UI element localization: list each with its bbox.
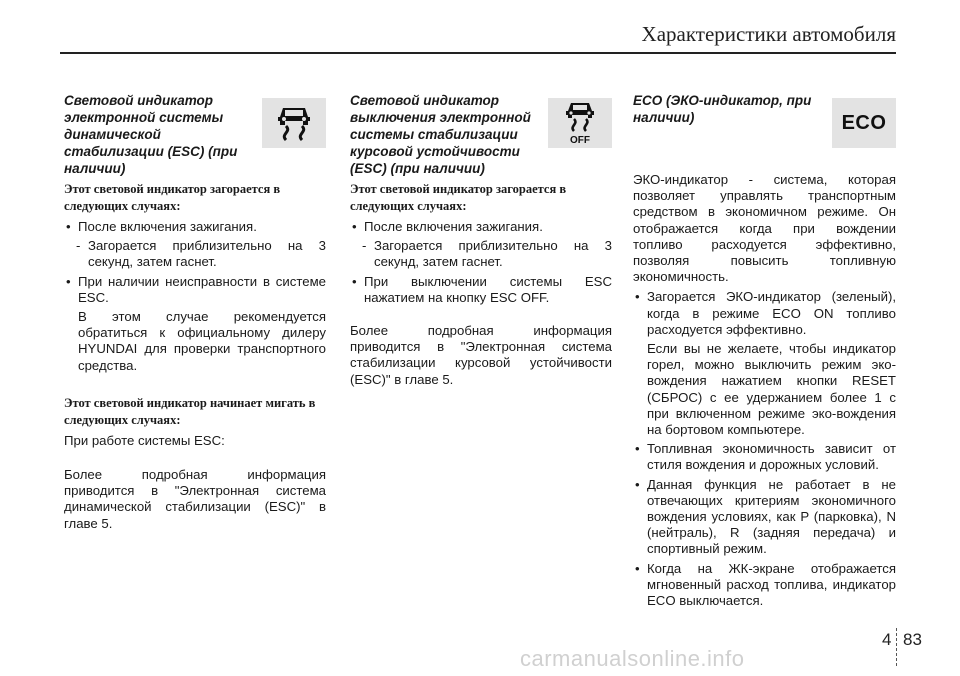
heading-row [64,92,326,177]
list-item: • Загорается ЭКО-индикатор (зеленый), когда в режиме ECO ON топливо расходуется эффективно. [635,289,896,337]
watermark: carmanualsonline.info [520,646,745,671]
column-esc-indicator [64,92,326,536]
skidding-car-off-icon [560,101,600,145]
list-item: • Когда на ЖК-экране отображается мгновенный расход топлива, индикатор ECO выключается. [635,560,896,609]
section-heading: ECO (ЭКО-индикатор, при наличии) [633,93,812,125]
heading-row [350,92,612,177]
list-item: • Данная функция не работает в не отвечающих критериям экономичного вождения условиях, как P (парковка), N (нейтраль), R (задняя передача) и спортивный режим. [635,476,896,557]
esc-off-indicator-icon [548,98,612,148]
lead-text: Этот световой индикатор начинает мигать в следующих случаях: [64,395,316,427]
lead-text: Этот световой индикатор загорается в следующих случаях: [350,182,567,213]
bullet-list [350,274,612,306]
sub-item: - Загорается приблизительно на 3 секунд, затем гаснет. [362,238,612,270]
eco-label: ECO [841,111,887,134]
body-text: ЭКО-индикатор - система, которая позволяет управлять транспортным средством в экономичном режиме. Он отображается когда при вождении топливо расходуется эффективно, позволяя повысить топливную экономичность. [633,172,896,285]
header-rule [60,52,896,54]
header-title: Характеристики автомобиля [641,22,896,46]
body-text: При работе системы ESC: [64,432,225,448]
body-text: Более подробная информация приводится в "Электронная система динамической стабилизации (ESC)" в главе 5. [64,467,326,531]
footer-separator [896,628,897,666]
page-number: 83 [903,630,922,649]
list-item: • При наличии неисправности в системе ESC. [66,273,326,305]
list-item: • После включения зажигания. [352,219,543,234]
column-eco-indicator [633,92,896,612]
skidding-car-icon [274,104,314,142]
column-esc-off-indicator [350,92,612,392]
chapter-number: 4 [882,630,892,649]
esc-indicator-icon [262,98,326,148]
bullet-list [64,274,326,306]
list-item: • После включения зажигания. [66,219,257,234]
section-heading: Световой индикатор выключения электронной системы стабилизации курсовой устойчивости (ESC) (при наличии) [350,93,531,176]
bullet-list [350,219,612,235]
body-text: Более подробная информация приводится в "Электронная система стабилизации курсовой устойчивости (ESC)" в главе 5. [350,323,612,387]
note-text: В этом случае рекомендуется обратиться к официальному дилеру HYUNDAI для проверки транспортного средства. [78,309,326,373]
off-label: OFF [570,135,590,145]
eco-indicator-icon [832,98,896,148]
sub-item: - Загорается приблизительно на 3 секунд, затем гаснет. [76,238,326,270]
bullet-list [633,289,896,338]
note-text: Если вы не желаете, чтобы индикатор горел, можно выключить режим эко-вождения нажатием кнопки RESET (СБРОС) с ее удержанием более 1 с при включенном режиме эко-вождения на бортовом компьютере. [647,341,896,438]
bullet-list [64,219,326,235]
list-item: • Топливная экономичность зависит от стиля вождения и дорожных условий. [635,441,896,473]
list-item: • При выключении системы ESC нажатием на кнопку ESC OFF. [352,273,612,305]
bullet-list [633,441,896,609]
heading-row [633,92,896,172]
lead-text: Этот световой индикатор загорается в следующих случаях: [64,182,281,213]
section-heading: Световой индикатор электронной системы динамической стабилизации (ESC) (при наличии) [64,93,238,176]
